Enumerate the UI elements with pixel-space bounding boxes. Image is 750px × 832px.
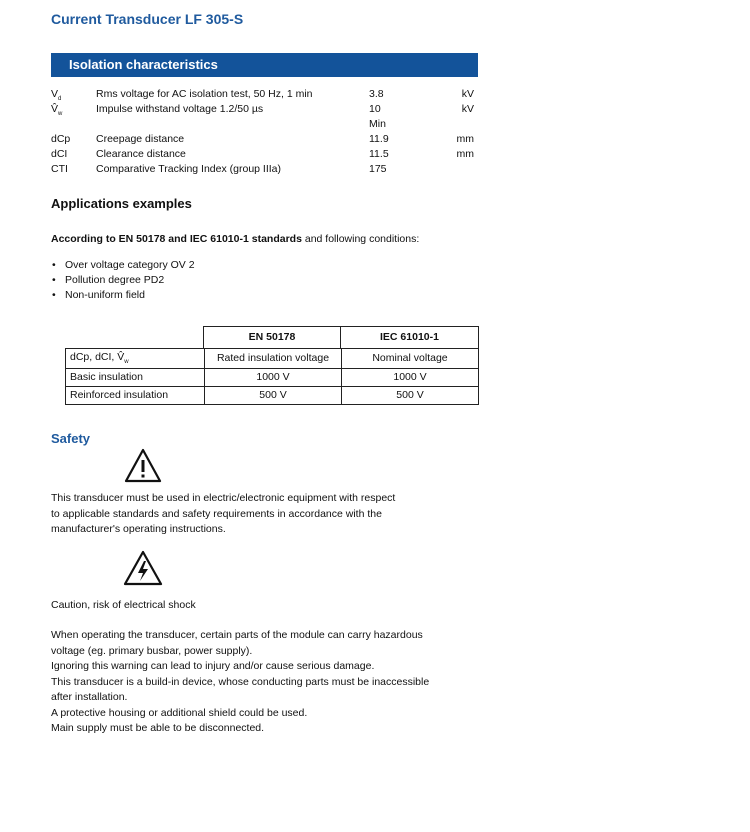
table-cell: Reinforced insulation — [66, 387, 205, 405]
insulation-table — [65, 348, 479, 405]
spec-description: Comparative Tracking Index (group IIIa) — [96, 163, 282, 175]
spec-min-label: Min — [369, 118, 386, 130]
shock-caption: Caution, risk of electrical shock — [51, 599, 196, 611]
standards-header-table — [203, 326, 479, 349]
spec-symbol: $V̂_w$ — [51, 103, 63, 117]
column-header-iec61010: IEC 61010-1 — [341, 327, 479, 349]
spec-row-dcp — [51, 133, 481, 148]
spec-row-vd — [51, 88, 481, 103]
spec-description: Rms voltage for AC isolation test, 50 Hz, 1 min — [96, 88, 313, 100]
spec-value: 11.5 — [369, 148, 389, 160]
spec-description: Clearance distance — [96, 148, 186, 160]
conditions-list — [51, 258, 195, 303]
table-row — [66, 387, 479, 405]
table-cell: Nominal voltage — [342, 349, 479, 369]
isolation-section-band — [51, 53, 478, 77]
safety-heading: Safety — [51, 431, 91, 446]
spec-symbol: CTI — [51, 163, 68, 175]
spec-row-vw — [51, 103, 481, 118]
table-cell: 1000 V — [205, 369, 342, 387]
table-cell: Rated insulation voltage — [205, 349, 342, 369]
table-cell: Basic insulation — [66, 369, 205, 387]
spec-symbol: $V_d$ — [51, 88, 62, 102]
row-label-header: dCp, dCI, $V̂_w$ — [66, 349, 205, 369]
isolation-section-title: Isolation characteristics — [69, 57, 218, 72]
spec-unit: kV — [461, 103, 474, 115]
safety-intro-text: This transducer must be used in electric/electronic equipment with respect to applicable standards and safety requirements in accordance with the manufacturer's operating instructions. — [51, 492, 396, 535]
document-title: Current Transducer LF 305-S — [51, 11, 244, 27]
spec-row-min-label — [51, 118, 481, 133]
electrical-shock-icon — [123, 550, 163, 587]
spec-value: 11.9 — [369, 133, 389, 145]
list-item: • Pollution degree PD2 — [51, 273, 195, 288]
warning-icon — [124, 448, 162, 484]
spec-description: Creepage distance — [96, 133, 185, 145]
table-cell: 1000 V — [342, 369, 479, 387]
spec-value: 10 — [369, 103, 381, 115]
applications-heading: Applications examples — [51, 196, 192, 211]
spec-value: 3.8 — [369, 88, 384, 100]
spec-unit: mm — [456, 148, 474, 160]
spec-row-cti — [51, 163, 481, 178]
spec-unit: mm — [456, 133, 474, 145]
list-item: • Over voltage category OV 2 — [51, 258, 195, 273]
safety-warning-text: When operating the transducer, certain parts of the module can carry hazardous voltage (eg. primary busbar, power supply). Ignoring this warning can lead to injury and/or cause serious damage. This transducer is a build-in device, whose conducting parts must be inaccessible after installation. A protective housing or additional shield could be used. Main supply must be able to be disconnected. — [51, 629, 430, 734]
standards-conditions: According to EN 50178 and IEC 61010-1 standards and following conditions: — [51, 233, 420, 245]
spec-row-dci — [51, 148, 481, 163]
spec-symbol: dCI — [51, 148, 68, 160]
column-header-en50178: EN 50178 — [204, 327, 341, 349]
table-cell: 500 V — [342, 387, 479, 405]
spec-symbol: dCp — [51, 133, 71, 145]
spec-value: 175 — [369, 163, 387, 175]
list-item: • Non-uniform field — [51, 288, 195, 303]
spec-unit: kV — [461, 88, 474, 100]
table-row — [66, 369, 479, 387]
table-row — [66, 349, 479, 369]
table-cell: 500 V — [205, 387, 342, 405]
spec-description: Impulse withstand voltage 1.2/50 µs — [96, 103, 264, 115]
